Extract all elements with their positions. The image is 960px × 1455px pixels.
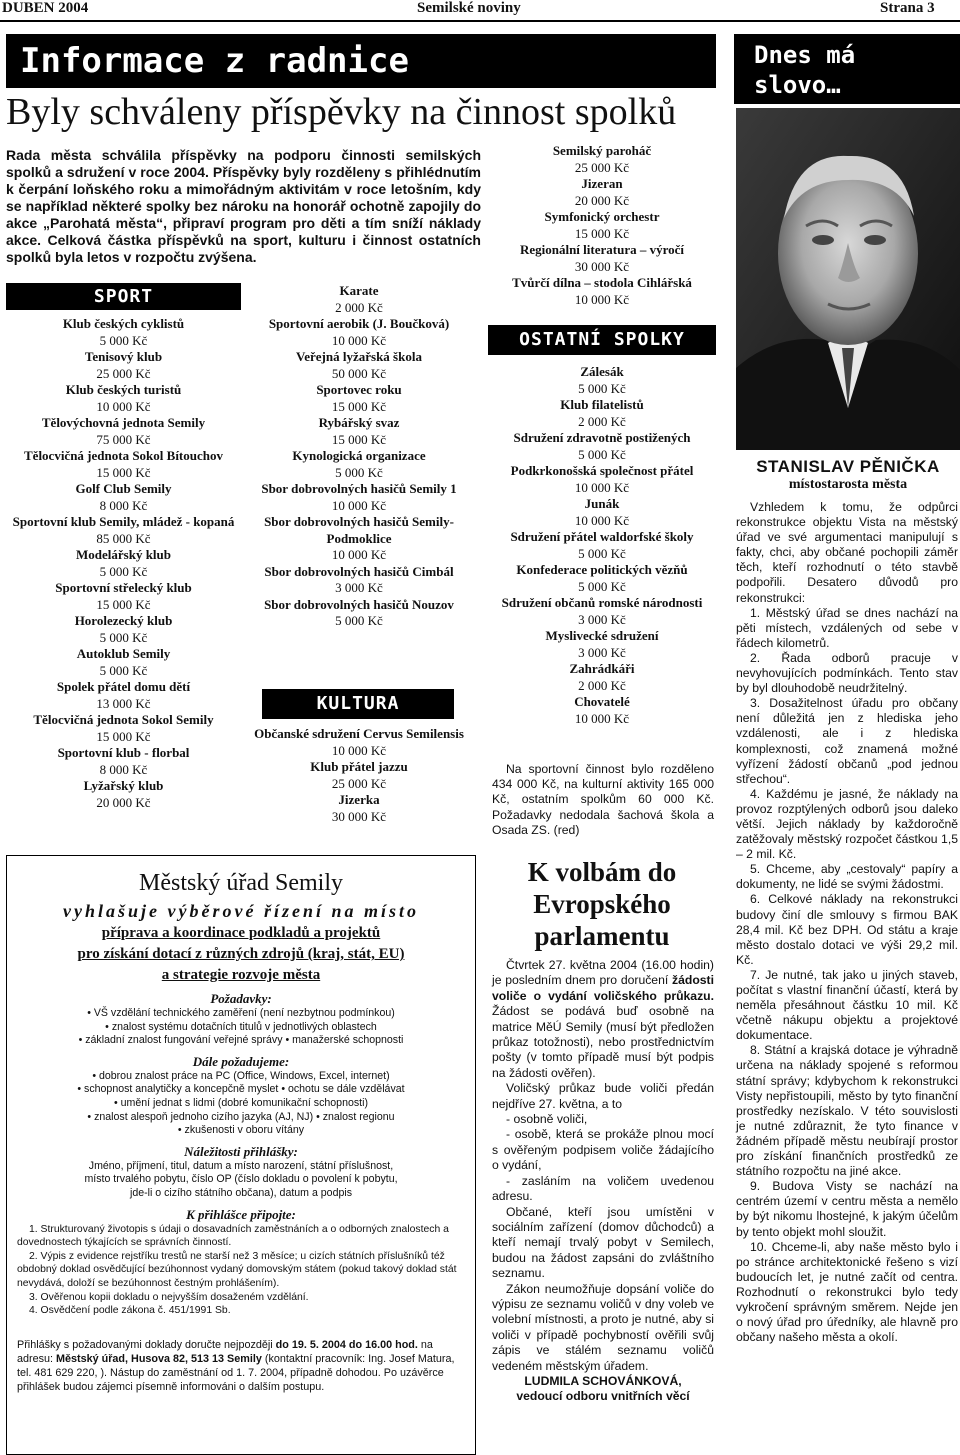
grant-amount: 15 000 Kč (331, 398, 387, 414)
attachment-1: 1. Strukturovaný životopis s údaji o dosavadních zaměstnáních a o odborných znalostech a dovednostech týkajících se správních činností. (17, 1223, 449, 1249)
organization-name: Jizerka (338, 792, 380, 807)
article-intro: Rada města schválila příspěvky na podporu činnosti semilských spolků a sdružení v roce 2004. Příspěvky byly rozděleny s přihlédnutím k čerpání loňského roku a mimořádným aktivitám v roce letošním, kdy se například některé spolky bez nároku na honorář ochotně zapojily do akce „Parohatá města“, připraví program pro děti a tím sníží náklady akce. Celková částka příspěvků na sport, kulturu i činnost ostatních spolků byla letos v rozpočtu zvýšena. (6, 147, 481, 265)
more-5: • zkušenosti v oboru vítány (177, 1124, 305, 1137)
interview-paragraph: Vzhledem k tomu, že odpůrci rekonstrukce objektu Vista na městský úřad ve své argumentaci manipulují s fakty, chci, aby občané pochopili záměr těch, kteří rozhodnutí o této stavbě podpořili. Desatero důvodů pro rekonstrukci: (736, 500, 958, 605)
organization-name: Chovatelé (574, 694, 630, 709)
interview-paragraph: 10. Chceme-li, aby naše město bylo i po stránce architektonické řešeno s vizí budoucích let, je nutné začít od centra. Rozhodnutí o rekonstrukci bylo tedy vykročení správným směrem. Nejde jen o nový úřad pro úředníky, ale hlavně pro občany našeho města a okolí. (736, 1239, 958, 1345)
interview-paragraph: 7. Je nutné, tak jako u jiných staveb, počítat s vlastní finanční účastí, která by neměla přesáhnout částku 10 mil. Kč včetně nákupu objektu a projektové dokumentace. (736, 967, 958, 1043)
organization-name: Lyžařský klub (83, 778, 164, 793)
grant-amount: 85 000 Kč (96, 530, 151, 546)
header-rule (0, 20, 960, 22)
application-line-3: jde-li o cizího státního občana), datum a podpis (129, 1186, 352, 1199)
organization-name: Sbor dobrovolných hasičů Nouzov (264, 596, 454, 612)
organization-name: Sdružení zdravotně postižených (513, 430, 691, 445)
volby-p6: Občané, kteří jsou umístěni v sociálním zařízení (domov důchodců) a kteří nemají trvalý pobyt v Semilech, budou na žádost zapsáni do zvláštního seznamu. (492, 1204, 714, 1281)
interview-paragraph: 4. Každému je jasné, že náklady na provoz rozptýlených odborů jsou daleko větší. Jejich náklady by každoročně zatěžovaly městský rozpočet částkou 1,5 – 2 mil. Kč. (736, 786, 958, 862)
organization-name: Junák (584, 496, 620, 511)
grant-amount: 2 000 Kč (335, 299, 383, 315)
more-2: • schopnost analytičky a koncepčně myslet • ochotu se dále vzdělávat (77, 1083, 405, 1096)
interview-text (736, 500, 958, 1345)
grant-amount: 5 000 Kč (578, 446, 626, 462)
requirement-1: • VŠ vzdělání technického zaměření (není nezbytnou podmínkou) (87, 1007, 395, 1019)
organization-name: Sbor dobrovolných hasičů Semily 1 (261, 481, 457, 496)
notice-position-1: příprava a koordinace podkladů a projektů (101, 925, 381, 941)
organization-name: Zálesák (580, 364, 624, 379)
grant-amount: 8 000 Kč (99, 497, 148, 513)
ostatni-list (486, 364, 718, 727)
volby-p1: Čtvrtek 27. května 2004 (16.00 hodin) je posledním dnem pro doručení žádosti voliče o vydání voličského průkazu. Žádost se podává buď osobně na matrice MěÚ Semily (musí být předložen průkaz totožnosti), nebo prostřednictvím pošty (v tomto případě musí být podpis na žádosti ověřen). (492, 958, 714, 1080)
kultura-title: KULTURA (262, 689, 454, 719)
grant-amount: 5 000 Kč (578, 380, 626, 396)
organization-name: Jizeran (581, 176, 623, 191)
notice-subtitle: vyhlašuje výběrové řízení na místo (63, 901, 419, 921)
grant-amount: 10 000 Kč (574, 512, 630, 528)
grant-amount: 10 000 Kč (331, 332, 387, 348)
organization-name: Sdružení přátel waldorfské školy (510, 529, 694, 544)
attachments-heading: K přihlášce připojte: (186, 1206, 296, 1222)
grant-amount: 10 000 Kč (574, 710, 630, 726)
ostatni-title: OSTATNÍ SPOLKY (488, 325, 716, 355)
interviewee-name: STANISLAV PĚNIČKA (756, 457, 940, 476)
organization-name: Sportovní střelecký klub (55, 580, 192, 595)
volby-signature-role: vedoucí odboru vnitřních věcí (516, 1389, 690, 1404)
interview-paragraph: 9. Budova Visty se nachází na centrém území v centru města a nemělo by být nikomu lhostejné, k jakým účelům by tento objekt mohl sloužit. (736, 1179, 958, 1239)
volby-signature-name: LUDMILA SCHOVÁNKOVÁ, (524, 1373, 682, 1388)
organization-name: Sportovní aerobik (J. Boučková) (268, 316, 450, 331)
grant-amount: 5 000 Kč (335, 613, 383, 628)
organization-name: Sportovní klub Semily, mládež - kopaná (12, 514, 235, 529)
grant-amount: 20 000 Kč (96, 794, 151, 810)
grant-amount: 3 000 Kč (335, 580, 383, 595)
organization-name: Karate (339, 283, 379, 298)
organization-name: Sbor dobrovolných hasičů Semily-Podmoklice (264, 514, 454, 546)
organization-name: Podkrkonošská společnost přátel (510, 463, 694, 478)
grant-amount: 2 000 Kč (578, 677, 626, 693)
grant-amount: 5 000 Kč (99, 662, 148, 678)
grant-amount: 8 000 Kč (99, 761, 148, 777)
grant-amount: 3 000 Kč (578, 644, 626, 660)
grant-amount: 30 000 Kč (574, 258, 630, 274)
organization-name: Občanské sdružení Cervus Semilensis (254, 726, 464, 741)
sport-title: SPORT (6, 283, 241, 310)
dnes-banner (734, 34, 960, 104)
application-heading: Náležitosti přihlášky: (184, 1143, 298, 1159)
grant-amount: 10 000 Kč (331, 497, 387, 513)
organization-name: Kynologická organizace (292, 448, 426, 463)
grant-amount: 15 000 Kč (96, 596, 151, 612)
attachment-2: 2. Výpis z evidence rejstříku trestů ne starší než 3 měsíce; u cizích státních příslušníků též obdobný doklad osvědčující bezúhonnost vydaný domovským státem (pokud takový doklad stát nevydává, doloží se bezúhonnost čestným prohlášením). (17, 1250, 457, 1289)
organization-name: Rybářský svaz (318, 415, 400, 430)
notice-position-3: a strategie rozvoje města (161, 967, 321, 983)
organization-name: Modelářský klub (76, 547, 171, 562)
job-notice (6, 855, 476, 1455)
organization-name: Tělovýchovná jednota Semily (41, 415, 206, 430)
organization-name: Semilský paroháč (552, 143, 652, 158)
grant-amount: 30 000 Kč (331, 808, 387, 824)
volby-p7: Zákon neumožňuje dopsání voliče do výpisu ze seznamu voličů v dny voleb ve volební místnosti, a proto je nutné, aby si voliči v případě pochybností ověřili svůj zápis ve stálém seznamu voličů vedeném městským úřadem. (492, 1281, 714, 1373)
organization-name: Horolezecký klub (74, 613, 173, 628)
grant-amount: 10 000 Kč (331, 547, 387, 562)
volby-headline: K volbám do Evropského parlamentu (527, 857, 677, 951)
interview-paragraph: 2. Řada odborů pracuje v nevyhovujících podmínkách. Tento stav by byl dlouhodobě neudržitelný. (736, 650, 958, 696)
organization-name: Regionální literatura – výročí (519, 242, 685, 257)
application-line-2: místo trvalého pobytu, číslo OP (číslo dokladu o povolení k pobytu, (84, 1173, 398, 1186)
interview-paragraph: 8. Státní a krajská dotace je výhradně určena na náklady spojené s reformou státní správy; kdybychom k rekonstrukci Visty nepřistoupili, město by tyto finanční prostředky nezískalo. V této souvislosti je nutné zdůraznit, že tyto finance v žádném případě městu neubírají prostor pro získání finančních prostředků ze státního rozpočtu na jiné akce. (736, 1043, 958, 1179)
interview-paragraph: 6. Celkové náklady na rekonstrukci budovy činí dle smlouvy s firmou BAK 28,4 mil. Kč bez DPH. Od státu a kraje město dostalo dotaci ve výši 29,2 mil. Kč. (736, 892, 958, 967)
more-heading: Dále požadujeme: (192, 1053, 290, 1069)
organization-name: Tenisový klub (84, 349, 163, 364)
grant-amount: 5 000 Kč (99, 563, 148, 579)
issue-date: DUBEN 2004 (2, 0, 89, 16)
more-3: • umění jednat s lidmi (dobré komunikační schopnosti) (114, 1096, 368, 1109)
notice-footer: Přihlášky s požadovanými doklady doručte nejpozději do 19. 5. 2004 do 16.00 hod. na adresu: Městský úřad, Husova 82, 513 13 Semily (kontaktní pracovník: Ing. Josef Matura, tel. 481 629 220, ). Nástup do zaměstnání od 1. 7. 2004, případně dohodou. Po uzávěrce přihlášek budou zájemci písemně informováni o dalším postupu. (17, 1338, 455, 1393)
article-headline: Byly schváleny příspěvky na činnost spolků (6, 91, 677, 133)
grant-amount: 10 000 Kč (331, 742, 387, 758)
portrait-photo (736, 108, 960, 450)
organization-name: Zahrádkáři (569, 661, 635, 676)
portrait-illustration (736, 108, 960, 450)
organization-name: Klub českých turistů (65, 382, 182, 397)
requirement-2: • znalost systému dotačních titulů v jednotlivých oblastech (105, 1020, 377, 1033)
kultura-list-2 (486, 143, 718, 308)
organization-name: Klub filatelistů (560, 397, 644, 412)
grant-amount: 25 000 Kč (331, 775, 387, 791)
organization-name: Sportovec roku (316, 382, 402, 397)
grant-amount: 3 000 Kč (578, 611, 626, 627)
page-header (0, 0, 960, 17)
grant-amount: 5 000 Kč (99, 629, 148, 645)
grant-amount: 5 000 Kč (578, 545, 626, 561)
organization-name: Sportovní klub - florbal (57, 745, 190, 760)
organization-name: Autoklub Semily (76, 646, 171, 661)
interviewee-name-block (736, 457, 960, 493)
grant-amount: 15 000 Kč (331, 431, 387, 447)
volby-p5: - zasláním na voličem uvedenou adresu. (492, 1173, 714, 1204)
more-4: • znalost alespoň jednoho cizího jazyka (AJ, NJ) • znalost regionu (87, 1110, 395, 1123)
interview-paragraph: 3. Dosažitelnost úřadu pro občany není důležitá jen z hlediska jeho vzdálenosti, ale i z hlediska komplexnosti, což znamená možné vyřízení žádostí občanů „pod jednou střechou“. (736, 696, 958, 786)
grant-amount: 10 000 Kč (574, 291, 630, 307)
organization-name: Konfederace politických vězňů (516, 562, 688, 577)
grant-amount: 20 000 Kč (574, 192, 630, 208)
organization-name: Symfonický orchestr (544, 209, 660, 224)
grant-amount: 5 000 Kč (99, 332, 148, 348)
organization-name: Spolek přátel domu dětí (56, 679, 191, 694)
volby-p4: - osobě, která se prokáže plnou mocí s ověřeným podpisem voliče žádajícího o vydání, (492, 1127, 714, 1173)
volby-p2: Voličský průkaz bude voliči předán nejdříve 27. května, a to (492, 1081, 714, 1111)
kultura-list (250, 726, 468, 825)
grant-amount: 25 000 Kč (96, 365, 151, 381)
interviewee-role: místostarosta města (788, 477, 908, 492)
grant-amount: 10 000 Kč (96, 398, 151, 414)
organization-name: Tělocvičná jednota Sokol Bítouchov (24, 448, 223, 463)
sport-list (6, 316, 241, 811)
organization-name: Sdružení občanů romské národnosti (501, 595, 703, 610)
page-number: Strana 3 (880, 0, 935, 16)
grant-amount: 15 000 Kč (96, 728, 151, 744)
volby-p3: - osobně voliči, (506, 1112, 588, 1127)
attachment-4: 4. Osvědčení podle zákona č. 451/1991 Sb. (29, 1305, 231, 1317)
organization-name: Klub přátel jazzu (310, 759, 408, 774)
organization-name: Sbor dobrovolných hasičů Cimbál (264, 563, 454, 579)
grant-amount: 2 000 Kč (578, 413, 626, 429)
notice-title: Městský úřad Semily (139, 870, 343, 896)
grant-amount: 15 000 Kč (96, 464, 151, 480)
grant-amount: 5 000 Kč (335, 464, 383, 480)
grant-amount: 13 000 Kč (96, 695, 151, 711)
organization-name: Tělocvičná jednota Sokol Semily (33, 712, 214, 727)
dnes-label: Dnes má slovo… (754, 41, 856, 99)
requirements-heading: Požadavky: (210, 991, 272, 1006)
organization-name: Myslivecké sdružení (545, 628, 659, 643)
organization-name: Veřejná lyžařská škola (296, 349, 422, 364)
interview-paragraph: 1. Městský úřad se dnes nachází na pěti místech, vzdálených od sebe v řádech kilometrů. (736, 605, 958, 650)
more-1: • dobrou znalost práce na PC (Office, Windows, Excel, internet) (92, 1069, 390, 1082)
organization-name: Tvůrčí dílna – stodola Cihlářská (512, 275, 692, 290)
organization-name: Golf Club Semily (75, 481, 172, 496)
sport-list-2 (250, 283, 468, 630)
attachments-list (7, 1223, 475, 1318)
interview-paragraph: 5. Chceme, aby „cestovaly“ papíry a dokumenty, ne lidé se svými žádostmi. (736, 862, 958, 892)
grant-amount: 25 000 Kč (574, 159, 630, 175)
summary-text: Na sportovní činnost bylo rozděleno 434 000 Kč, na kulturní aktivity 165 000 Kč, ostatním spolkům 60 000 Kč. Požadavky nedodala šachová škola a Osada ZS. (red) (492, 762, 714, 837)
newspaper-name: Semilské noviny (417, 0, 521, 16)
organization-name: Klub českých cyklistů (62, 316, 185, 331)
application-line-1: Jméno, příjmení, titul, datum a místo narození, státní příslušnost, (88, 1159, 394, 1172)
grant-amount: 15 000 Kč (574, 225, 630, 241)
section-banner: Informace z radnice (6, 34, 716, 88)
grant-amount: 75 000 Kč (96, 431, 151, 447)
grant-amount: 5 000 Kč (578, 578, 626, 594)
grant-amount: 10 000 Kč (574, 479, 630, 495)
grant-amount: 50 000 Kč (331, 365, 387, 381)
notice-position-2: pro získání dotací z různých zdrojů (kraj, stát, EU) (77, 946, 405, 962)
requirement-3: • základní znalost fungování veřejné správy • manažerské schopnosti (78, 1034, 404, 1047)
volby-article (492, 958, 714, 1405)
attachment-3: 3. Ověřenou kopii dokladu o nejvyšším dosaženém vzdělání. (29, 1291, 309, 1303)
